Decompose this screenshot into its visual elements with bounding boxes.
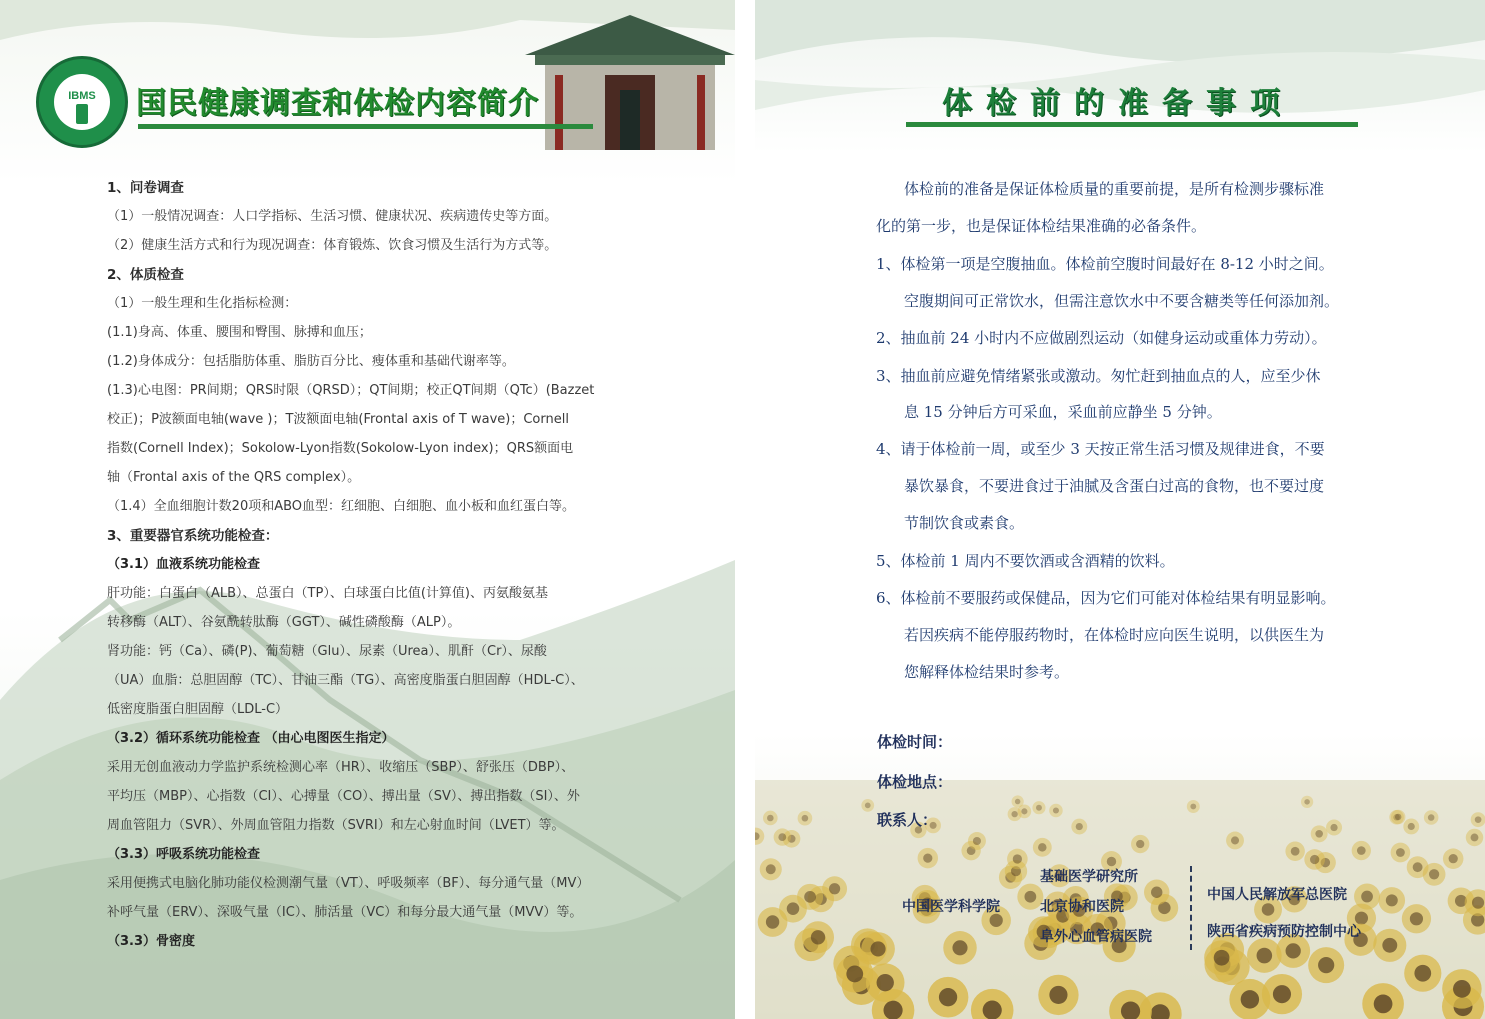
org-pumch: 北京协和医院 [1040, 899, 1124, 915]
section-heading: 1、问卷调查 [107, 180, 184, 196]
text-line: 周血管阻力（SVR）、外周血管阻力指数（SVRI）和左心射血时间（LVET）等。 [107, 818, 565, 833]
section-heading: 2、体质检查 [107, 267, 184, 283]
org-pla: 中国人民解放军总医院 [1207, 887, 1347, 903]
text-line: 暴饮暴食，不要进食过于油腻及含蛋白过高的食物，也不要过度 [904, 477, 1325, 495]
right-page-title: 体检前的准备事项 [942, 86, 1294, 121]
text-line: (1.1)身高、体重、腰围和臀围、脉搏和血压； [107, 325, 372, 340]
logo-text: IBMS [68, 90, 96, 102]
list-item: 6、体检前不要服药或保健品，因为它们可能对体检结果有明显影响。 [876, 589, 1336, 607]
text-line: 若因疾病不能停服药物时，在体检时应向医生说明，以供医生为 [904, 626, 1325, 644]
text-line: （2）健康生活方式和行为现况调查：体育锻炼、饮食习惯及生活行为方式等。 [107, 238, 558, 253]
text-line: 肾功能：钙（Ca）、磷(P)、葡萄糖（Glu）、尿素（Urea）、肌酐（Cr）、尿酸 [107, 644, 547, 659]
text-line: 平均压（MBP）、心指数（CI）、心搏量（CO）、搏出量（SV）、搏出指数（SI）、外 [107, 789, 580, 804]
list-item: 1、体检第一项是空腹抽血。体检前空腹时间最好在 8-12 小时之间。 [876, 255, 1334, 273]
text-line: (1.2)身体成分：包括脂肪体重、脂肪百分比、瘦体重和基础代谢率等。 [107, 354, 515, 369]
text-line: 轴（Frontal axis of the QRS complex）。 [107, 470, 361, 485]
text-line: 息 15 分钟后方可采血，采血前应静坐 5 分钟。 [904, 403, 1222, 421]
text-line: 补呼气量（ERV）、深吸气量（IC）、肺活量（VC）和每分最大通气量（MVV）等。 [107, 905, 583, 920]
text-line: (1.3)心电图：PR间期；QRS时限（QRSD）；QT间期；校正QT间期（QTc）(Bazzet [107, 383, 595, 398]
text-line: 采用便携式电脑化肺功能仪检测潮气量（VT）、呼吸频率（BF）、每分通气量（MV） [107, 876, 590, 891]
subsection-heading: （3.3）骨密度 [107, 934, 196, 949]
exam-time-label: 体检时间： [877, 733, 953, 751]
org-cams: 中国医学科学院 [902, 899, 1000, 915]
text-line: 节制饮食或素食。 [904, 514, 1025, 532]
text-line: （1）一般情况调查：人口学指标、生活习惯、健康状况、疾病遗传史等方面。 [107, 209, 558, 224]
section-heading: 3、重要器官系统功能检查： [107, 528, 279, 544]
text-line: （1.4）全血细胞计数20项和ABO血型：红细胞、白细胞、血小板和血红蛋白等。 [107, 499, 576, 514]
text-line: 指数(Cornell Index)；Sokolow-Lyon指数(Sokolow-Lyon index)；QRS额面电 [107, 441, 574, 456]
org-shaanxi-cdc: 陕西省疾病预防控制中心 [1207, 924, 1361, 940]
list-item: 5、体检前 1 周内不要饮酒或含酒精的饮料。 [876, 552, 1175, 570]
list-item: 2、抽血前 24 小时内不应做剧烈运动（如健身运动或重体力劳动）。 [876, 329, 1327, 347]
caduceus-icon [76, 104, 88, 124]
text-line: 化的第一步，也是保证体检结果准确的必备条件。 [876, 217, 1207, 235]
contact-label: 联系人： [877, 811, 938, 829]
text-line: （UA）血脂：总胆固醇（TC）、甘油三酯（TG）、高密度脂蛋白胆固醇（HDL-C）、 [107, 673, 584, 688]
left-page-title: 国民健康调查和体检内容简介 [136, 86, 539, 121]
org-ibms: 基础医学研究所 [1040, 869, 1138, 885]
text-line: 您解释体检结果时参考。 [904, 663, 1070, 681]
org-fuwai: 阜外心血管病医院 [1040, 929, 1152, 945]
title-underline [138, 124, 593, 129]
exam-place-label: 体检地点： [877, 773, 953, 791]
subsection-heading: （3.2）循环系统功能检查 （由心电图医生指定） [107, 731, 395, 746]
text-line: 体检前的准备是保证体检质量的重要前提，是所有检测步骤标准 [904, 180, 1325, 198]
ibms-logo [36, 56, 128, 148]
text-line: 肝功能：白蛋白（ALB）、总蛋白（TP）、白球蛋白比值(计算值)、丙氨酸氨基 [107, 586, 548, 601]
list-item: 3、抽血前应避免情绪紧张或激动。匆忙赶到抽血点的人，应至少休 [876, 367, 1321, 385]
list-item: 4、请于体检前一周，或至少 3 天按正常生活习惯及规律进食，不要 [876, 440, 1325, 458]
subsection-heading: （3.3）呼吸系统功能检查 [107, 847, 261, 862]
text-line: 空腹期间可正常饮水，但需注意饮水中不要含糖类等任何添加剂。 [904, 292, 1340, 310]
text-line: 采用无创血液动力学监护系统检测心率（HR）、收缩压（SBP）、舒张压（DBP）、 [107, 760, 575, 775]
text-line: 低密度脂蛋白胆固醇（LDL-C） [107, 702, 289, 717]
subsection-heading: （3.1）血液系统功能检查 [107, 557, 261, 572]
title-underline [906, 122, 1358, 127]
org-divider [1190, 866, 1192, 950]
text-line: 校正)；P波额面电轴(wave )；T波额面电轴(Frontal axis of T wave)；Cornell [107, 412, 569, 427]
text-line: （1）一般生理和生化指标检测： [107, 296, 298, 311]
text-line: 转移酶（ALT）、谷氨酰转肽酶（GGT）、碱性磷酸酶（ALP）。 [107, 615, 461, 630]
